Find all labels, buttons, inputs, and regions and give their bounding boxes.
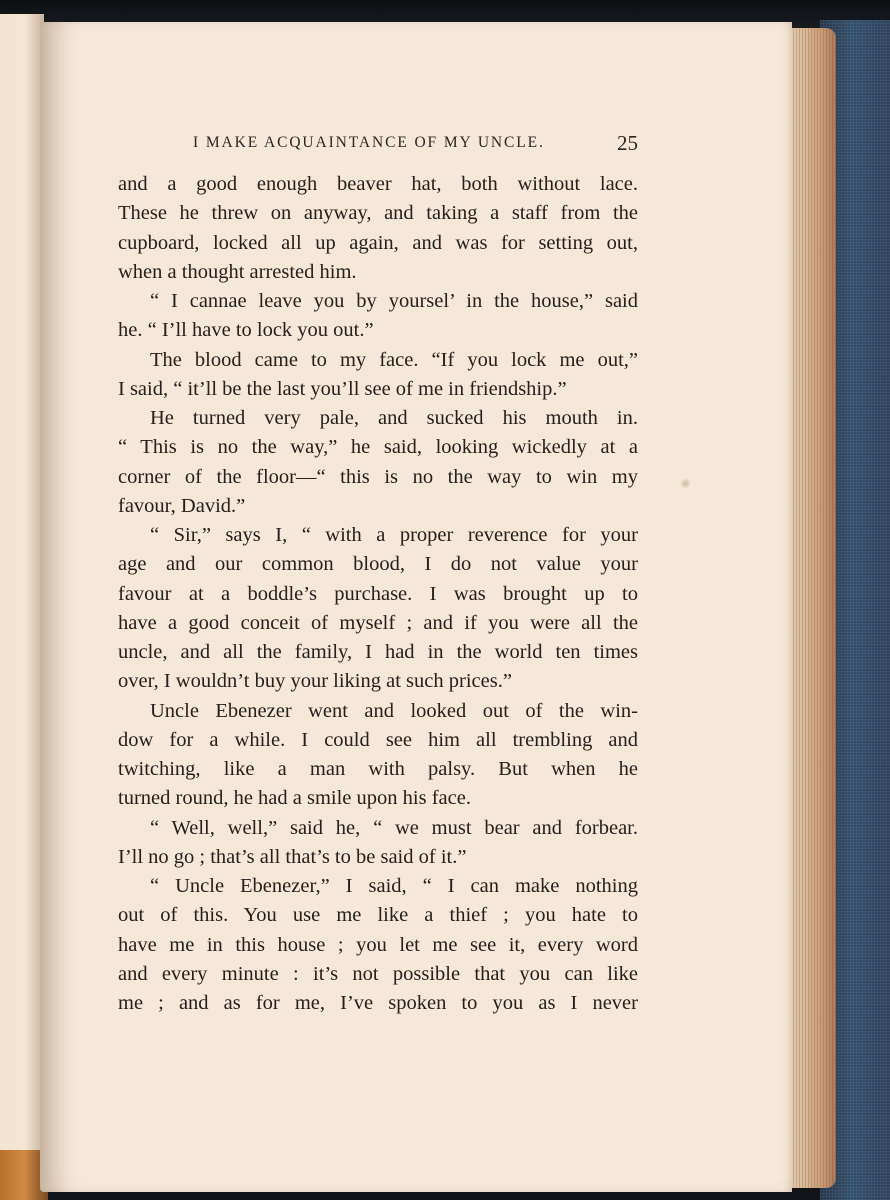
text-line: “ Uncle Ebenezer,” I said, “ I can make nothing (150, 875, 638, 897)
text-line: favour at a boddle’s purchase. I was brought up to (118, 582, 638, 605)
text-line: I’ll no go ; that’s all that’s to be said of it.” (118, 845, 467, 868)
text-line: and a good enough beaver hat, both without lace. (118, 173, 638, 195)
text-line: “ I cannae leave you by yoursel’ in the house,” said (150, 290, 638, 312)
facing-page-edge (0, 14, 44, 1194)
text-line: cupboard, locked all up again, and was for setting out, (118, 231, 638, 254)
chapter-title: I MAKE ACQUAINTANCE OF MY UNCLE. (193, 134, 545, 151)
text-line: when a thought arrested him. (118, 260, 357, 283)
text-line: age and our common blood, I do not value your (118, 553, 638, 576)
text-line: twitching, like a man with palsy. But when he (118, 758, 638, 780)
page-number: 25 (617, 131, 638, 155)
text-line: He turned very pale, and sucked his mouth in. (150, 407, 638, 429)
foxing-spot (681, 479, 690, 488)
text-line: and every minute : it’s not possible that you can like (118, 962, 638, 985)
text-line: “ Well, well,” said he, “ we must bear and forbear. (150, 816, 638, 839)
text-line: These he threw on anyway, and taking a staff from the (118, 202, 638, 225)
text-line: “ This is no the way,” he said, looking wickedly at a (118, 436, 638, 459)
running-head (193, 132, 638, 156)
text-line: I said, “ it’ll be the last you’ll see of me in friendship.” (118, 377, 567, 400)
text-line: “ Sir,” says I, “ with a proper reverence for your (150, 524, 638, 546)
text-line: out of this. You use me like a thief ; you hate to (118, 904, 638, 927)
text-line: he. “ I’ll have to lock you out.” (118, 319, 374, 342)
text-line: favour, David.” (118, 494, 246, 517)
body-text (118, 170, 638, 1018)
text-line: Uncle Ebenezer went and looked out of the win- (150, 699, 638, 722)
text-line: have me in this house ; you let me see it, every word (118, 933, 638, 956)
text-line: over, I wouldn’t buy your liking at such prices.” (118, 670, 512, 693)
text-line: turned round, he had a smile upon his face. (118, 787, 471, 810)
text-line: have a good conceit of myself ; and if you were all the (118, 611, 638, 634)
text-line: dow for a while. I could see him all trembling and (118, 728, 638, 751)
text-line: uncle, and all the family, I had in the world ten times (118, 641, 638, 663)
text-line: The blood came to my face. “If you lock me out,” (150, 348, 638, 371)
text-line: corner of the floor—“ this is no the way to win my (118, 465, 638, 488)
text-line: me ; and as for me, I’ve spoken to you as I never (118, 992, 638, 1014)
